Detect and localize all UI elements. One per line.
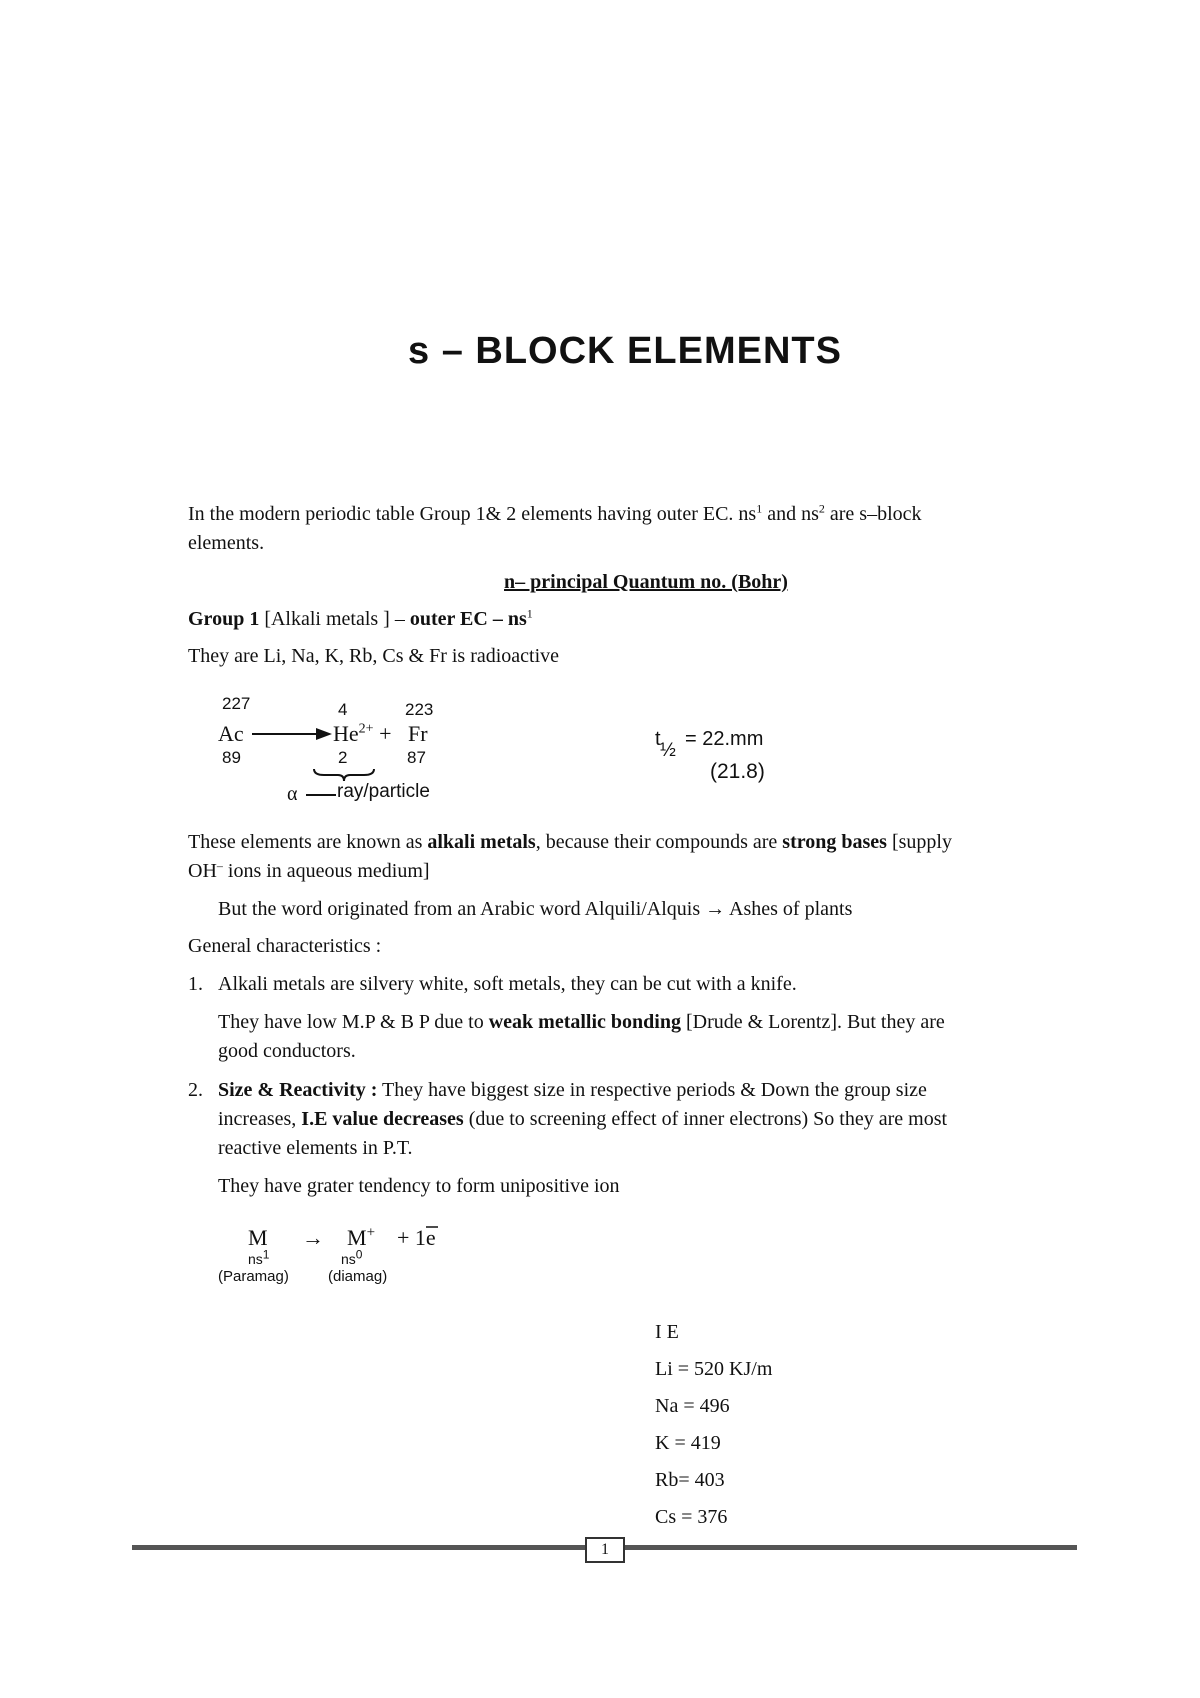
- members-line: They are Li, Na, K, Rb, Cs & Fr is radioactive: [188, 645, 560, 667]
- item2-text-c: increases,: [218, 1108, 302, 1130]
- size-reactivity-term: Size & Reactivity :: [218, 1079, 378, 1101]
- intro-text-3: are s–block: [824, 503, 922, 525]
- item1-text-c: [Drude & Lorentz]. But they are: [680, 1011, 945, 1033]
- half-life-value: = 22.mm: [685, 728, 764, 750]
- half-life-t: t: [655, 728, 661, 750]
- hydroxide-line: [188, 857, 430, 886]
- item2-number: 2.: [188, 1079, 203, 1101]
- group1-line: [188, 605, 533, 634]
- ie-decreases-term: I.E value decreases: [301, 1108, 464, 1130]
- ion-electron: + 1e: [397, 1225, 436, 1250]
- fr-mass: 223: [405, 700, 434, 719]
- item2-line2: [218, 1105, 1088, 1134]
- half-life-alt: (21.8): [710, 760, 765, 783]
- paramag-label: (Paramag): [218, 1268, 289, 1285]
- decay-arrow: [250, 724, 334, 744]
- he-atomic: 2: [338, 748, 348, 767]
- page-number: 1: [585, 1537, 625, 1563]
- alpha-dash: [306, 793, 338, 797]
- hydroxide-text: ions in aqueous medium]: [222, 860, 430, 882]
- intro-text-2: and ns: [762, 503, 819, 525]
- ie-row-na: Na = 496: [655, 1395, 730, 1417]
- origin-line: But the word originated from an Arabic word Alquili/Alquis → Ashes of plants: [218, 898, 853, 920]
- ns0-label: [341, 1247, 363, 1267]
- ion-arrow: →: [302, 1225, 324, 1250]
- ie-row-cs: Cs = 376: [655, 1506, 728, 1528]
- half-life-fraction: ½: [660, 740, 676, 761]
- ion-mplus-letter: M: [347, 1225, 367, 1250]
- ie-row-k: K = 419: [655, 1432, 721, 1454]
- he-mass: 4: [338, 700, 348, 719]
- general-heading: General characteristics :: [188, 935, 382, 957]
- item1-line3: good conductors.: [218, 1040, 356, 1062]
- alkali-text-a: These elements are known as: [188, 831, 428, 853]
- item2-text-b: They have biggest size in respective periods & Down the group size: [377, 1079, 927, 1101]
- group1-label: Group 1: [188, 608, 260, 630]
- weak-bonding-term: weak metallic bonding: [488, 1011, 681, 1033]
- ns0-text: ns: [341, 1251, 356, 1267]
- ie-header: I E: [655, 1321, 679, 1343]
- item2-line3: reactive elements in P.T.: [218, 1137, 413, 1159]
- electron-bar: [426, 1225, 440, 1229]
- ie-row-rb: Rb= 403: [655, 1469, 725, 1491]
- page-title: s – BLOCK ELEMENTS: [408, 330, 842, 372]
- alkali-paragraph: [188, 828, 1088, 857]
- decay-plus: +: [379, 721, 392, 746]
- item2-text-e: (due to screening effect of inner electrons) So they are most: [463, 1108, 948, 1130]
- group1-outer: outer EC – ns: [409, 608, 527, 630]
- alpha-label: ray/particle: [337, 781, 430, 802]
- item1-line1: Alkali metals are silvery white, soft metals, they can be cut with a knife.: [218, 973, 797, 995]
- ac-mass: 227: [222, 694, 251, 713]
- ion-mplus-charge: +: [366, 1224, 376, 1241]
- intro-text-1: In the modern periodic table Group 1& 2 elements having outer EC. ns: [188, 503, 757, 525]
- group1-text: [Alkali metals ] –: [259, 608, 410, 630]
- diamag-label: (diamag): [328, 1268, 388, 1285]
- quantum-subheading: n– principal Quantum no. (Bohr): [504, 571, 788, 593]
- item2-line1: [218, 1076, 1088, 1105]
- he-symbol: [333, 719, 391, 748]
- strong-bases-term: strong bases: [782, 831, 887, 853]
- ie-row-li: Li = 520 KJ/m: [655, 1358, 773, 1380]
- item1-line2: [218, 1008, 1088, 1037]
- he-charge: 2+: [358, 721, 374, 737]
- fr-atomic: 87: [407, 748, 426, 767]
- ns0-sup: 0: [355, 1247, 363, 1262]
- group1-sup: 1: [526, 606, 533, 621]
- alkali-text-e: [supply: [886, 831, 952, 853]
- intro-paragraph: [188, 500, 1088, 529]
- he-letters: He: [333, 721, 359, 746]
- alkali-term: alkali metals: [427, 831, 536, 853]
- alpha-symbol: α: [287, 783, 298, 805]
- ns1-label: [248, 1247, 270, 1267]
- ns1-text: ns: [248, 1251, 263, 1267]
- item1-text-a: They have low M.P & B P due to: [218, 1011, 489, 1033]
- item2-line4: They have grater tendency to form unipositive ion: [218, 1175, 620, 1197]
- intro-sup-1: 1: [756, 501, 763, 516]
- hydroxide-charge: –: [216, 858, 223, 873]
- ion-m: M: [248, 1225, 268, 1250]
- intro-line-2: elements.: [188, 532, 265, 554]
- alkali-text-c: , because their compounds are: [535, 831, 783, 853]
- ac-symbol: Ac: [218, 721, 244, 746]
- fr-symbol: Fr: [408, 721, 428, 746]
- ns1-sup: 1: [262, 1247, 270, 1262]
- ac-atomic: 89: [222, 748, 241, 767]
- intro-sup-2: 2: [818, 501, 825, 516]
- hydroxide: OH: [188, 860, 217, 882]
- item1-number: 1.: [188, 973, 203, 995]
